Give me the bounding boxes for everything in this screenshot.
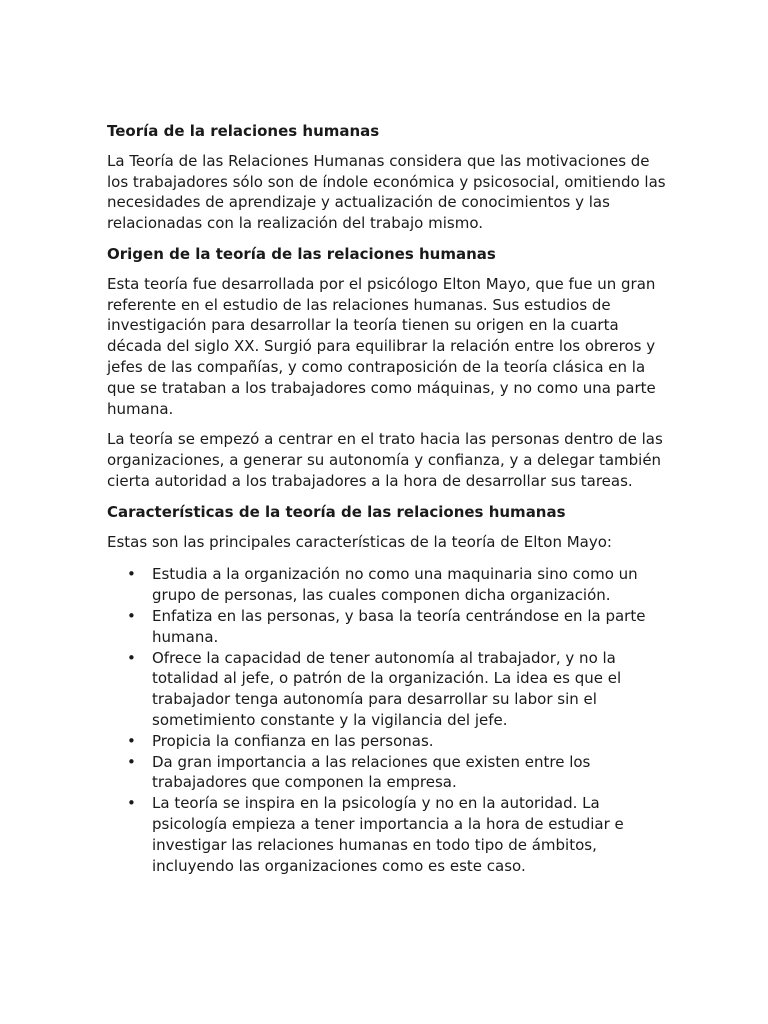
list-item <box>107 731 667 752</box>
list-item-text: Estudia a la organización no como una maquinaria sino como un grupo de personas, las cuales componen dicha organización. <box>152 565 638 605</box>
section-heading-teoria: Teoría de la relaciones humanas <box>107 122 380 140</box>
bullet-icon: • <box>127 752 136 771</box>
paragraph-caracteristicas-intro: Estas son las principales características de la teoría de Elton Mayo: <box>107 532 612 551</box>
bullet-icon: • <box>127 794 136 813</box>
section-heading-caracteristicas: Características de la teoría de las relaciones humanas <box>107 502 566 521</box>
bullet-icon: • <box>127 606 136 625</box>
list-item <box>107 564 667 606</box>
characteristics-list <box>107 564 667 876</box>
section-heading-origen: Origen de la teoría de las relaciones humanas <box>107 244 496 263</box>
paragraph-origen-2: La teoría se empezó a centrar en el trato hacia las personas dentro de las organizaciones, a generar su autonomía y confianza, y a delegar también cierta autoridad a los trabajadores a la hora de desarrollar sus tareas. <box>107 430 663 490</box>
list-item <box>107 648 667 731</box>
list-item-text: Da gran importancia a las relaciones que existen entre los trabajadores que componen la empresa. <box>152 752 591 792</box>
list-item-text: La teoría se inspira en la psicología y no en la autoridad. La psicología empieza a tener importancia a la hora de estudiar e investigar las relaciones humanas en todo tipo de ámbitos, incluyendo las organizaciones como es este caso. <box>152 794 624 875</box>
bullet-icon: • <box>127 648 136 667</box>
list-item <box>107 606 667 648</box>
list-item <box>107 752 667 794</box>
list-item-text: Propicia la confianza en las personas. <box>152 731 434 750</box>
paragraph-definicion: La Teoría de las Relaciones Humanas considera que las motivaciones de los trabajadores sólo son de índole económica y psicosocial, omitiendo las necesidades de aprendizaje y actualización de conocimientos y las relacionadas con la realización del trabajo mismo. <box>107 151 666 233</box>
document-page <box>107 121 667 876</box>
paragraph-origen-1: Esta teoría fue desarrollada por el psicólogo Elton Mayo, que fue un gran referente en el estudio de las relaciones humanas. Sus estudios de investigación para desarrollar la teoría tienen su origen en la cuarta década del siglo XX. Surgió para equilibrar la relación entre los obreros y jefes de las compañías, y como contraposición de la teoría clásica en la que se trataban a los trabajadores como máquinas, y no como una parte humana. <box>107 274 656 418</box>
list-item <box>107 793 667 876</box>
list-item-text: Enfatiza en las personas, y basa la teoría centrándose en la parte humana. <box>152 606 646 646</box>
list-item-text: Ofrece la capacidad de tener autonomía al trabajador, y no la totalidad al jefe, o patrón de la organización. La idea es que el trabajador tenga autonomía para desarrollar su labor sin el sometimiento constante y la vigilancia del jefe. <box>152 648 622 729</box>
bullet-icon: • <box>127 731 136 750</box>
bullet-icon: • <box>127 565 136 584</box>
